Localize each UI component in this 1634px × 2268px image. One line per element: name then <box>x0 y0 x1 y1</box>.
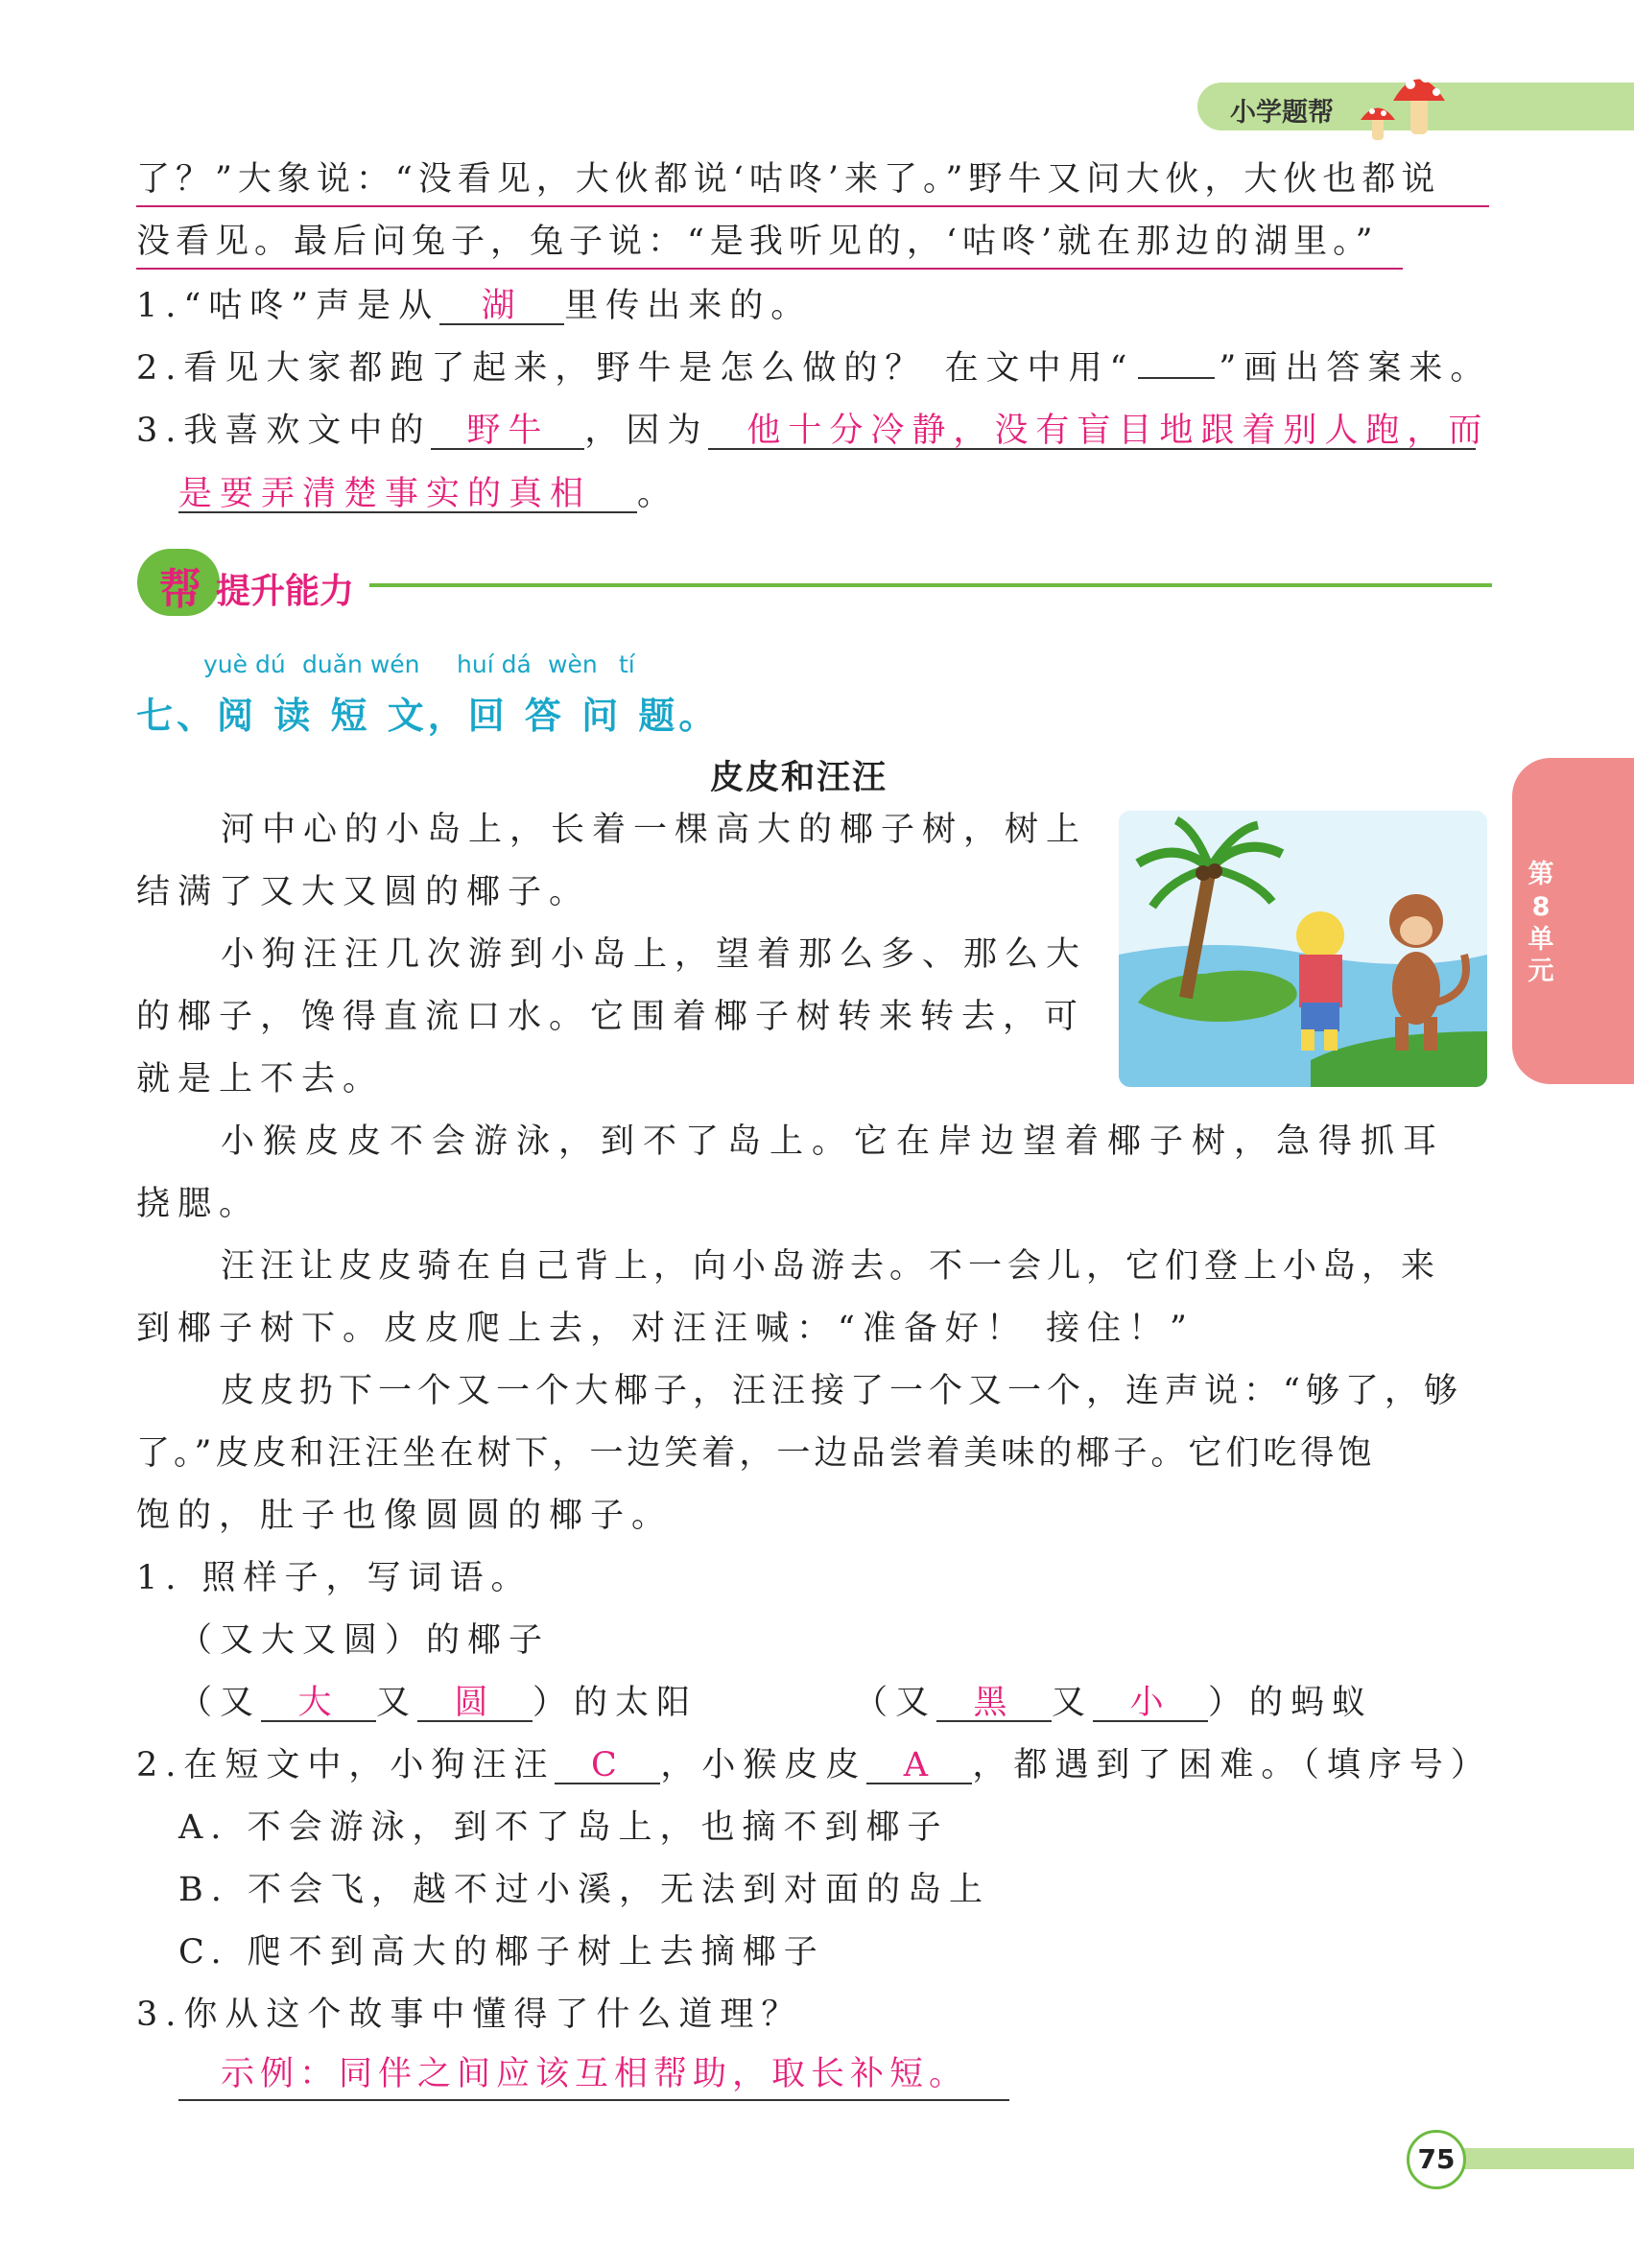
story-line-7: 挠腮。 <box>136 1185 261 1223</box>
story-line-8: 汪汪让皮皮骑在自己背上，向小岛游去。不一会儿，它们登上小岛，来 <box>221 1247 1441 1286</box>
story-line-4: 的椰子，馋得直流口水。它围着椰子树转来转去，可 <box>136 998 1086 1036</box>
section-heading: 七、阅 读 短 文，回 答 问 题。 <box>136 695 720 737</box>
answer-blank: A <box>866 1749 972 1784</box>
question-3: 3.我喜欢文中的 野牛 ，因为 他十分冷静，没有盲目地跟着别人跑，而 <box>136 412 1490 450</box>
exercise-3-prompt: 3.你从这个故事中懂得了什么道理？ <box>136 1996 803 2034</box>
answer-blank: 他十分冷静，没有盲目地跟着别人跑，而 <box>708 414 1476 450</box>
passage-line-2: 没看见。最后问兔子，兔子说：“是我听见的，‘咕咚’就在那边的湖里。” <box>136 223 1379 261</box>
answer-blank: 小 <box>1093 1687 1208 1722</box>
question-3-cont: 是要弄清楚事实的真相 。 <box>178 475 679 513</box>
underline-1 <box>136 205 1489 207</box>
story-line-12: 饱的，肚子也像圆圆的椰子。 <box>136 1497 674 1535</box>
exercise-1-example: （又大又圆）的椰子 <box>178 1621 551 1660</box>
answer-blank: C <box>555 1749 660 1784</box>
section-badge-label: 帮 <box>159 565 201 614</box>
exercise-1-item-b: （又 黑 又 小 ）的蚂蚁 <box>854 1684 1374 1722</box>
answer-blank: 大 <box>261 1687 376 1722</box>
exercise-1-prompt: 1. 照样子，写词语。 <box>136 1559 533 1597</box>
unit-tab-label <box>1524 859 1558 988</box>
answer-line <box>178 2099 1009 2101</box>
answer-blank: 是要弄清楚事实的真相 <box>178 478 637 513</box>
answer-blank: 野牛 <box>431 414 584 450</box>
story-line-1: 河中心的小岛上，长着一棵高大的椰子树，树上 <box>221 811 1088 849</box>
passage-line-1: 了？”大象说：“没看见，大伙都说‘咕咚’来了。”野牛又问大伙，大伙也都说 <box>136 160 1441 199</box>
story-line-11: 了。”皮皮和汪汪坐在树下，一边笑着，一边品尝着美味的椰子。它们吃得饱 <box>136 1434 1376 1473</box>
section-title: 提升能力 <box>216 572 355 611</box>
option-b: B. 不会飞，越不过小溪，无法到对面的岛上 <box>178 1871 990 1909</box>
section-divider <box>369 583 1492 587</box>
underline-2 <box>136 268 1403 270</box>
story-title: 皮皮和汪汪 <box>710 759 888 797</box>
exercise-3-answer: 示例：同伴之间应该互相帮助，取长补短。 <box>221 2055 969 2093</box>
unit-tab-number: 8 <box>1531 891 1551 922</box>
pinyin-3: huí dá <box>457 650 532 678</box>
unit-tab-char: 单 <box>1527 924 1554 955</box>
story-line-6: 小猴皮皮不会游泳，到不了岛上。它在岸边望着椰子树，急得抓耳 <box>221 1122 1446 1161</box>
option-a: A. 不会游泳，到不了岛上，也摘不到椰子 <box>178 1808 949 1847</box>
story-line-5: 就是上不去。 <box>136 1060 385 1099</box>
page-number: 75 <box>1417 2143 1456 2175</box>
story-line-3: 小狗汪汪几次游到小岛上，望着那么多、那么大 <box>221 935 1088 974</box>
story-line-9: 到椰子树下。皮皮爬上去，对汪汪喊：“准备好！ 接住！” <box>136 1310 1195 1348</box>
option-c: C. 爬不到高大的椰子树上去摘椰子 <box>178 1933 825 1972</box>
question-2: 2.看见大家都跑了起来，野牛是怎么做的？ 在文中用“ ”画出答案来。 <box>136 349 1492 388</box>
pinyin-5: tí <box>619 650 635 678</box>
story-illustration <box>1119 811 1487 1087</box>
answer-blank: 圆 <box>417 1687 533 1722</box>
answer-blank <box>1138 377 1215 379</box>
answer-blank: 湖 <box>439 290 564 325</box>
pinyin-2: duǎn wén <box>302 650 420 678</box>
exercise-2: 2.在短文中，小狗汪汪 C ，小猴皮皮 A ，都遇到了困难。（填序号） <box>136 1746 1492 1784</box>
unit-tab-char: 元 <box>1527 957 1554 987</box>
unit-tab-char: 第 <box>1527 860 1554 889</box>
answer-blank: 黑 <box>936 1687 1052 1722</box>
mushroom-icon <box>1343 58 1458 144</box>
story-line-10: 皮皮扔下一个又一个大椰子，汪汪接了一个又一个，连声说：“够了，够 <box>221 1372 1463 1410</box>
exercise-1-item-a: （又 大 又 圆 ）的太阳 <box>178 1684 699 1722</box>
question-1: 1.“咕咚”声是从 湖 里传出来的。 <box>136 287 813 325</box>
header-tag-label: 小学题帮 <box>1230 98 1334 128</box>
pinyin-1: yuè dú <box>203 650 286 678</box>
footer-bar <box>1439 2148 1634 2169</box>
pinyin-4: wèn <box>548 650 598 678</box>
story-line-2: 结满了又大又圆的椰子。 <box>136 873 591 911</box>
